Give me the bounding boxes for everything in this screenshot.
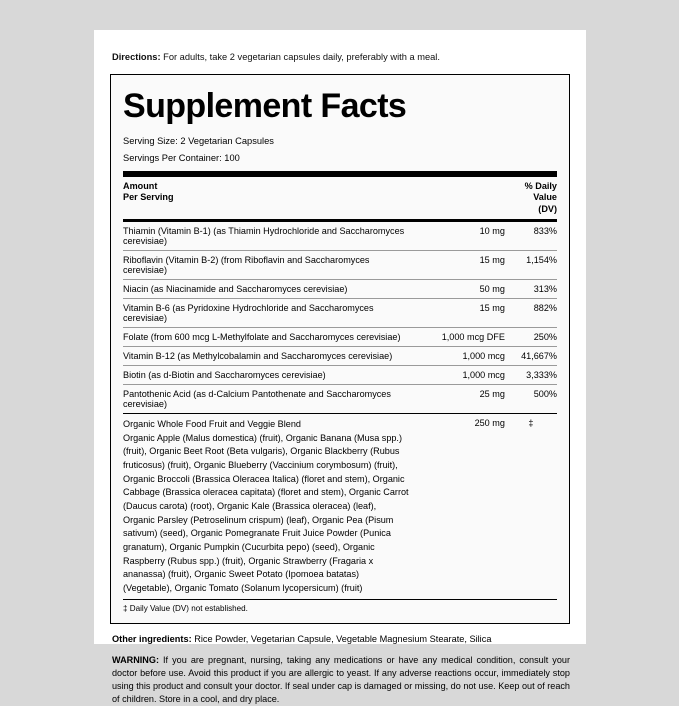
table-row — [123, 222, 557, 250]
blend-table — [123, 414, 557, 599]
blend-amount: 250 mg — [474, 418, 505, 429]
nutrient-amount: 15 mg — [479, 303, 505, 314]
nutrient-rows-table — [123, 299, 557, 327]
nutrient-name: Biotin (as d-Biotin and Saccharomyces cerevisiae) — [123, 370, 326, 381]
blend-row — [123, 414, 557, 599]
nutrient-amount: 15 mg — [479, 255, 505, 266]
header-amount-line2: Per Serving — [123, 192, 174, 203]
supplement-facts-title: Supplement Facts — [123, 86, 407, 125]
nutrient-dv: 1,154% — [526, 255, 557, 266]
nutrient-rows-table — [123, 251, 557, 279]
blend-title: Organic Whole Food Fruit and Veggie Blend — [123, 419, 301, 430]
table-row — [123, 347, 557, 365]
nutrient-amount: 1,000 mcg DFE — [441, 332, 505, 343]
serving-size: Serving Size: 2 Vegetarian Capsules — [123, 136, 274, 147]
nutrient-amount: 50 mg — [479, 284, 505, 295]
nutrient-name: Pantothenic Acid (as d-Calcium Pantothenate and Saccharomyces cerevisiae) — [123, 389, 391, 410]
nutrient-amount: 1,000 mcg — [462, 370, 505, 381]
nutrient-dv: 882% — [533, 303, 557, 314]
header-dv-line2: Value — [533, 192, 557, 203]
nutrient-dv: 250% — [533, 332, 557, 343]
nutrient-name: Riboflavin (Vitamin B-2) (from Riboflavin and Saccharomyces cerevisiae) — [123, 255, 370, 276]
nutrient-dv: 313% — [533, 284, 557, 295]
servings-per-container: Servings Per Container: 100 — [123, 152, 240, 163]
blend-ingredients: Organic Apple (Malus domestica) (fruit), Organic Banana (Musa spp.) (fruit), Organic Beet Root (Beta vulgaris), Organic Blackberry (Rubus fruticosus) (fruit), Organic Blueberry (Vaccinium corymbosum) (fruit), Organic Broccoli (Brassica Oleracea Italica) (floret and stem), Organic Cabbage (Brassica oleracea capitata) (floret and stem), Organic Carrot (Daucus carota) (root), Organic Kale (Brassica oleracea) (leaf), Organic Parsley (Petroselinum crispum) (leaf), Organic Pea (Pisum sativum) (seed), Organic Pomegranate Fruit Juice Powder (Punica granatum), Organic Pumpkin (Cucurbita pepo) (seed), Organic Raspberry (Rubus spp.) (fruit), Organic Strawberry (Fragaria x ananassa) (fruit), Organic Sweet Potato (Ipomoea batatas) (Vegetable), Organic Tomato (Solanum lycopersicum) (fruit) — [123, 432, 409, 593]
warning-text — [112, 654, 570, 706]
nutrient-dv: 41,667% — [521, 351, 557, 362]
nutrient-rows-table — [123, 280, 557, 298]
nutrient-dv: 500% — [533, 389, 557, 400]
nutrient-amount: 10 mg — [479, 226, 505, 237]
warning-label: WARNING: — [112, 655, 159, 666]
directions-body: For adults, take 2 vegetarian capsules daily, preferably with a meal. — [160, 52, 440, 62]
nutrient-amount: 1,000 mcg — [462, 351, 505, 362]
nutrient-name: Vitamin B-12 (as Methylcobalamin and Saccharomyces cerevisiae) — [123, 351, 393, 362]
dv-footnote: ‡ Daily Value (DV) not established. — [123, 604, 248, 614]
nutrient-amount: 25 mg — [479, 389, 505, 400]
nutrient-rows-table — [123, 347, 557, 365]
directions-label: Directions: — [112, 52, 161, 62]
table-row — [123, 366, 557, 384]
nutrient-name: Vitamin B-6 (as Pyridoxine Hydrochloride and Saccharomyces cerevisiae) — [123, 303, 374, 324]
header-dv-line1: % Daily — [524, 181, 557, 192]
nutrient-dv: 3,333% — [526, 370, 557, 381]
other-ingredients-body: Rice Powder, Vegetarian Capsule, Vegetable Magnesium Stearate, Silica — [191, 634, 492, 645]
table-row — [123, 280, 557, 298]
other-ingredients — [112, 633, 570, 646]
other-ingredients-label: Other ingredients: — [112, 634, 192, 645]
table-row — [123, 328, 557, 346]
nutrient-name: Folate (from 600 mcg L-Methylfolate and Saccharomyces cerevisiae) — [123, 332, 401, 343]
table-row — [123, 251, 557, 279]
table-row — [123, 385, 557, 413]
blend-dv: ‡ — [528, 418, 534, 429]
supplement-facts-panel — [110, 74, 570, 625]
table-header-row — [123, 177, 557, 219]
nutrition-table — [123, 177, 557, 219]
directions-text — [112, 51, 570, 64]
nutrient-name: Niacin (as Niacinamide and Saccharomyces cerevisiae) — [123, 284, 348, 295]
warning-body: If you are pregnant, nursing, taking any medications or have any medical condition, consult your doctor before use. Avoid this product if you are allergic to yeast. If any adverse reactions occur, immediately stop using this product and consult your doctor. If seal under cap is damaged or missing, do not use. Keep out of reach of children. Store in a cool, and dry place. — [112, 655, 570, 705]
nutrient-name: Thiamin (Vitamin B-1) (as Thiamin Hydrochloride and Saccharomyces cerevisiae) — [123, 226, 405, 247]
nutrient-rows-table — [123, 328, 557, 346]
blend-description — [123, 414, 409, 599]
nutrient-rows-table — [123, 366, 557, 384]
header-spacer-cell — [409, 177, 504, 219]
nutrient-dv: 833% — [533, 226, 557, 237]
nutrient-rows-table — [123, 385, 557, 413]
header-amount-line1: Amount — [123, 181, 158, 192]
label-page — [94, 30, 586, 705]
header-amount-cell — [123, 177, 409, 219]
nutrient-rows-table — [123, 222, 557, 250]
table-row — [123, 299, 557, 327]
header-dv-line3: (DV) — [538, 203, 557, 214]
header-dv-cell — [505, 177, 557, 219]
